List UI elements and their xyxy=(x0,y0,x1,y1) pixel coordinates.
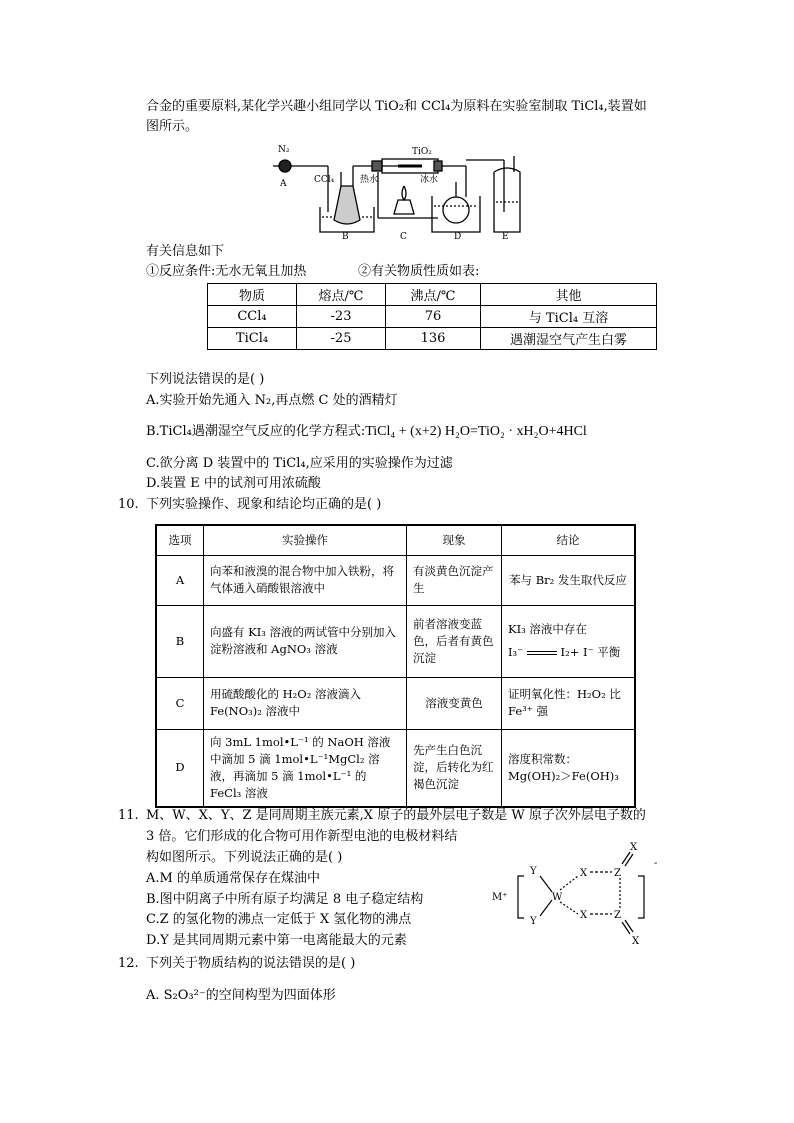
q10-number: 10. xyxy=(118,497,139,512)
table-header-row xyxy=(208,284,657,306)
cell: -23 xyxy=(297,306,386,328)
table-row xyxy=(156,605,635,677)
cell-option: C xyxy=(156,677,204,729)
cell-option: B xyxy=(156,605,204,677)
q11-option-a: A.M 的单质通常保存在煤油中 xyxy=(146,871,320,886)
cell-conclusion: 溶度积常数：Mg(OH)₂＞Fe(OH)₃ xyxy=(502,729,636,807)
cell-phenomenon: 先产生白色沉淀，后转化为红褐色沉淀 xyxy=(407,729,502,807)
cell: CCl₄ xyxy=(208,306,297,328)
cell-phenomenon: 有淡黄色沉淀产生 xyxy=(407,555,502,605)
table-header-row xyxy=(156,525,635,555)
equilibrium-arrow-icon xyxy=(527,648,557,658)
q11-option-b: B.图中阴离子中所有原子均满足 8 电子稳定结构 xyxy=(146,892,424,907)
label-z: Z xyxy=(614,868,621,879)
q9-option-b: B.TiCl₄遇潮湿空气反应的化学方程式:TiCl₄ + (x+2) H₂O=TiO₂ · xH₂O+4HCl xyxy=(146,424,587,439)
cell: TiCl₄ xyxy=(208,328,297,350)
th-phenomenon: 现象 xyxy=(407,525,502,555)
intro-line-1: 合金的重要原料,某化学兴趣小组同学以 TiO₂和 CCl₄为原料在实验室制取 TiCl₄,装置如 xyxy=(146,99,647,114)
label-m: M⁺ xyxy=(492,892,508,903)
properties-table xyxy=(207,283,657,350)
cell: 遇潮湿空气产生白雾 xyxy=(481,328,657,350)
info-item-1: ①反应条件:无水无氧且加热 xyxy=(146,264,307,279)
label-x: X xyxy=(632,936,640,947)
cell: 与 TiCl₄ 互溶 xyxy=(481,306,657,328)
label-e: E xyxy=(502,232,509,240)
cell-operation: 向 3mL 1mol•L⁻¹ 的 NaOH 溶液中滴加 5 滴 1mol•L⁻¹MgCl₂ 溶液，再滴加 5 滴 1mol•L⁻¹ 的 FeCl₃ 溶液 xyxy=(204,729,407,807)
label-x: X xyxy=(580,868,588,879)
q11-line-3: 构如图所示。下列说法正确的是( ) xyxy=(146,850,343,865)
label-c: C xyxy=(400,232,407,240)
cell: 136 xyxy=(386,328,481,350)
label-ccl4: CCl₄ xyxy=(314,175,335,185)
cell-phenomenon: 前者溶液变蓝色，后者有黄色沉淀 xyxy=(407,605,502,677)
th-boiling: 沸点/℃ xyxy=(386,284,481,306)
cell: -25 xyxy=(297,328,386,350)
intro-line-2: 图所示。 xyxy=(146,119,199,134)
info-item-2: ②有关物质性质如表: xyxy=(358,264,480,279)
q9-option-a: A.实验开始先通入 N₂,再点燃 C 处的酒精灯 xyxy=(146,393,398,408)
q10-stem: 下列实验操作、现象和结论均正确的是( ) xyxy=(146,497,382,512)
experiment-table xyxy=(155,524,636,808)
table-row xyxy=(156,555,635,605)
table-row xyxy=(156,677,635,729)
label-y: Y xyxy=(530,916,537,927)
label-d: D xyxy=(454,232,462,240)
cell-conclusion: 苯与 Br₂ 发生取代反应 xyxy=(502,555,636,605)
th-operation: 实验操作 xyxy=(204,525,407,555)
cell-operation: 向苯和液溴的混合物中加入铁粉，将气体通入硝酸银溶液中 xyxy=(204,555,407,605)
cell-option: A xyxy=(156,555,204,605)
q11-option-c: C.Z 的氢化物的沸点一定低于 X 氢化物的沸点 xyxy=(146,912,412,927)
label-tio2: TiO₂ xyxy=(412,147,432,157)
label-n2: N₂ xyxy=(278,145,290,155)
q12-number: 12. xyxy=(118,956,139,971)
cell-phenomenon: 溶液变黄色 xyxy=(407,677,502,729)
anion-structure-diagram xyxy=(488,840,668,950)
label-x: X xyxy=(580,910,588,921)
label-w: W xyxy=(552,892,563,903)
th-option: 选项 xyxy=(156,525,204,555)
table-row xyxy=(156,729,635,807)
th-substance: 物质 xyxy=(208,284,297,306)
q11-line-2: 3 倍。它们形成的化合物可用作新型电池的电极材料结 xyxy=(146,829,458,844)
label-charge: - xyxy=(654,858,658,869)
label-b: B xyxy=(342,232,349,240)
cell-operation: 用硫酸酸化的 H₂O₂ 溶液滴入 Fe(NO₃)₂ 溶液中 xyxy=(204,677,407,729)
q9-option-d: D.装置 E 中的试剂可用浓硫酸 xyxy=(146,476,321,491)
q9-stem: 下列说法错误的是( ) xyxy=(146,372,265,387)
label-a: A xyxy=(280,179,287,189)
cell-option: D xyxy=(156,729,204,807)
label-ice-water: 冰水 xyxy=(420,175,439,185)
th-conclusion: 结论 xyxy=(502,525,636,555)
apparatus-diagram xyxy=(268,142,524,240)
q11-number: 11. xyxy=(118,808,139,823)
info-heading: 有关信息如下 xyxy=(146,244,225,259)
table-row xyxy=(208,306,657,328)
q11-option-d: D.Y 是其同周期元素中第一电离能最大的元素 xyxy=(146,933,407,948)
label-x: X xyxy=(630,842,638,853)
label-y: Y xyxy=(530,866,537,877)
cell: 76 xyxy=(386,306,481,328)
q12-option-a: A. S₂O₃²⁻的空间构型为四面体形 xyxy=(146,988,336,1003)
q12-stem: 下列关于物质结构的说法错误的是( ) xyxy=(146,956,356,971)
cell-conclusion: KI₃ 溶液中存在 I₃⁻ I₂+ I⁻ 平衡 xyxy=(502,605,636,677)
th-other: 其他 xyxy=(481,284,657,306)
cell-conclusion: 证明氧化性：H₂O₂ 比 Fe³⁺ 强 xyxy=(502,677,636,729)
q11-line-1: M、W、X、Y、Z 是同周期主族元素,X 原子的最外层电子数是 W 原子次外层电子数的 xyxy=(146,808,646,823)
q9-option-c: C.欲分离 D 装置中的 TiCl₄,应采用的实验操作为过滤 xyxy=(146,456,453,471)
label-z: Z xyxy=(614,910,621,921)
cell-operation: 向盛有 KI₃ 溶液的两试管中分别加入淀粉溶液和 AgNO₃ 溶液 xyxy=(204,605,407,677)
th-melting: 熔点/℃ xyxy=(297,284,386,306)
label-hot-water: 热水 xyxy=(360,175,379,185)
table-row xyxy=(208,328,657,350)
